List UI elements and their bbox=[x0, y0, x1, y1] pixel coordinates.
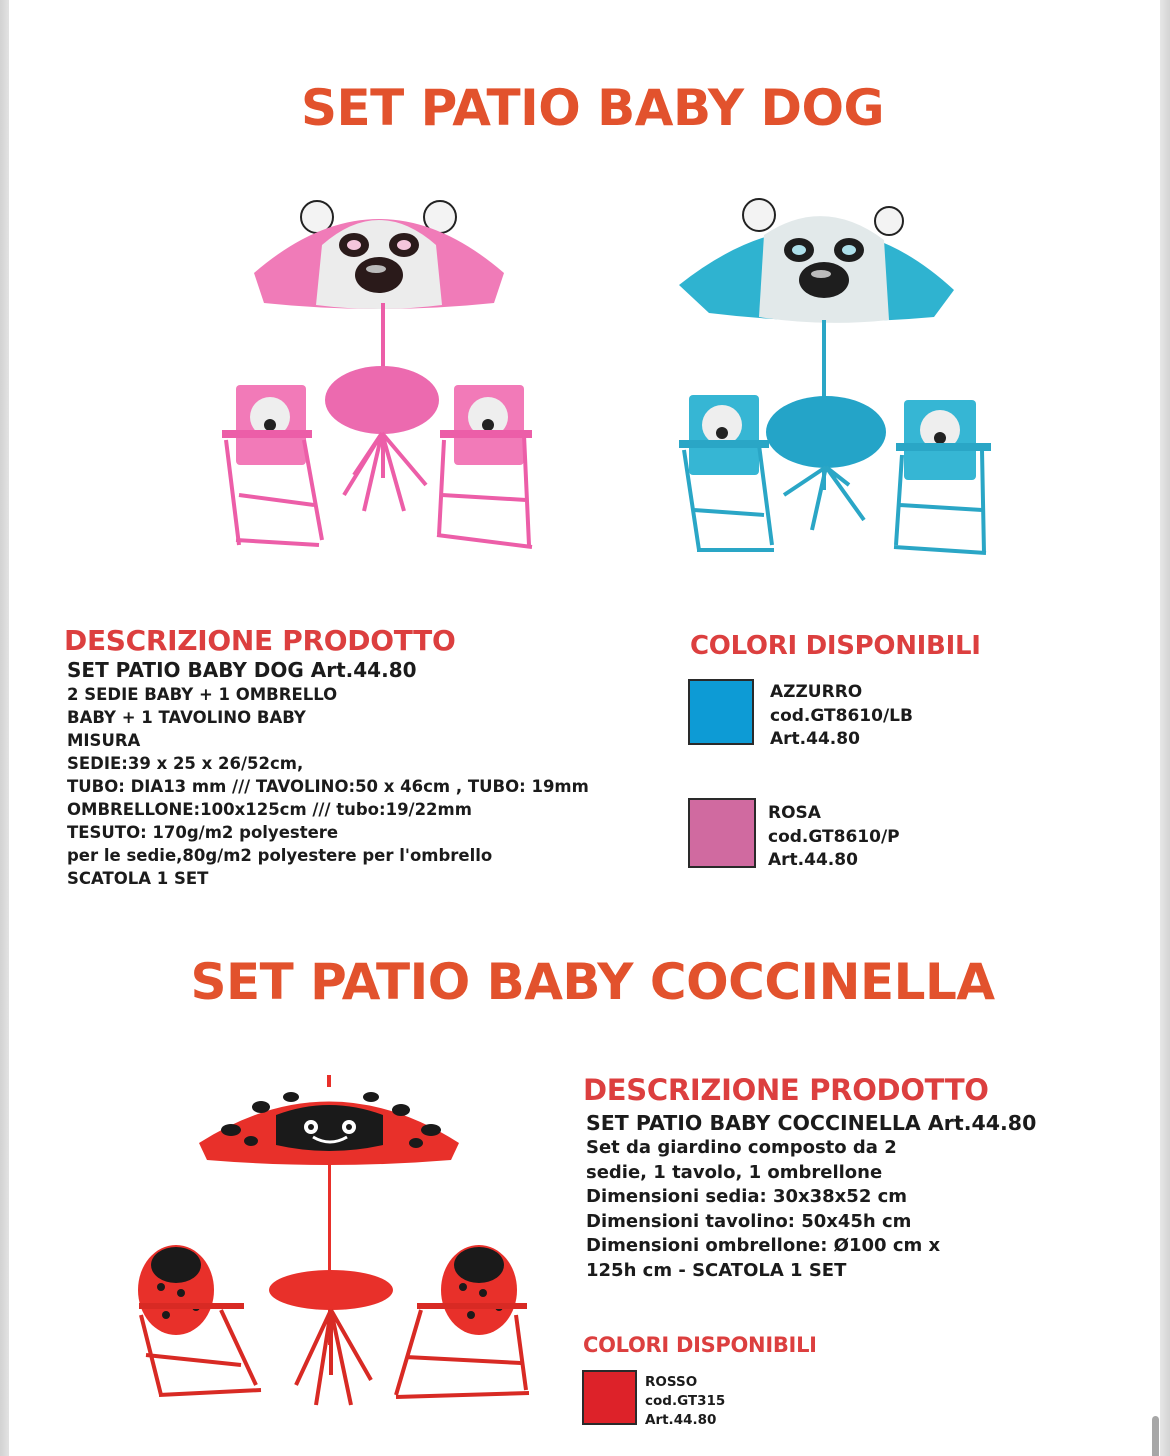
description-line: OMBRELLONE:100x125cm /// tubo:19/22mm bbox=[67, 800, 472, 819]
color-code: cod.GT8610/LB bbox=[770, 705, 913, 726]
product-line: SET PATIO BABY DOG Art.44.80 bbox=[67, 658, 417, 682]
table bbox=[269, 1270, 393, 1405]
color-option-rosso bbox=[645, 1373, 725, 1430]
description-line: TESUTO: 170g/m2 polyestere bbox=[67, 823, 339, 842]
chair-right bbox=[437, 385, 532, 547]
chair-left bbox=[679, 395, 774, 550]
section-title-baby-dog: SET PATIO BABY DOG bbox=[300, 79, 885, 137]
left-gutter bbox=[0, 0, 9, 1456]
description-line: Dimensioni ombrellone: Ø100 cm x bbox=[586, 1235, 941, 1256]
color-code: cod.GT315 bbox=[645, 1393, 726, 1409]
chair-left bbox=[138, 1245, 261, 1395]
table bbox=[325, 366, 439, 511]
color-option-azzurro bbox=[770, 681, 913, 752]
color-name: ROSSO bbox=[645, 1374, 698, 1390]
color-swatch-azzurro bbox=[688, 679, 754, 745]
description-line: 2 SEDIE BABY + 1 OMBRELLO bbox=[67, 685, 338, 704]
product-line: SET PATIO BABY COCCINELLA Art.44.80 bbox=[586, 1111, 1037, 1135]
color-name: AZZURRO bbox=[770, 682, 863, 702]
colors-heading: COLORI DISPONIBILI bbox=[690, 631, 981, 661]
product-image-ladybug bbox=[121, 1075, 551, 1425]
chair-right bbox=[396, 1245, 529, 1397]
color-art: Art.44.80 bbox=[645, 1412, 717, 1428]
description-line: Set da giardino composto da 2 bbox=[586, 1137, 897, 1158]
color-art: Art.44.80 bbox=[770, 729, 860, 749]
product-image-pink bbox=[204, 195, 544, 555]
description-line: BABY + 1 TAVOLINO BABY bbox=[67, 708, 306, 727]
table bbox=[766, 396, 886, 530]
color-art: Art.44.80 bbox=[768, 850, 858, 870]
color-swatch-rosso bbox=[582, 1370, 637, 1425]
description-heading: DESCRIZIONE PRODOTTO bbox=[583, 1073, 989, 1107]
right-gutter bbox=[1160, 0, 1170, 1456]
chair-right bbox=[894, 400, 991, 553]
color-code: cod.GT8610/P bbox=[768, 826, 900, 847]
description-heading: DESCRIZIONE PRODOTTO bbox=[64, 624, 456, 657]
product-image-blue bbox=[664, 195, 1004, 555]
description-line: Dimensioni tavolino: 50x45h cm bbox=[586, 1210, 912, 1232]
catalog-page bbox=[9, 0, 1160, 1456]
description-line: 125h cm - SCATOLA 1 SET bbox=[586, 1259, 847, 1281]
color-option-rosa bbox=[768, 802, 900, 873]
chair-left bbox=[222, 385, 322, 545]
description-line: MISURA bbox=[67, 731, 141, 750]
description-body bbox=[67, 683, 589, 890]
description-line: TUBO: DIA13 mm /// TAVOLINO:50 x 46cm , TUBO: 19mm bbox=[67, 777, 589, 796]
description-line: SEDIE:39 x 25 x 26/52cm, bbox=[67, 754, 304, 773]
description-line: Dimensioni sedia: 30x38x52 cm bbox=[586, 1186, 908, 1207]
scrollbar-thumb[interactable] bbox=[1152, 1416, 1159, 1456]
color-swatch-rosa bbox=[688, 798, 756, 868]
color-name: ROSA bbox=[768, 803, 821, 823]
description-body bbox=[586, 1136, 940, 1283]
description-line: per le sedie,80g/m2 polyestere per l'ombrello bbox=[67, 846, 493, 865]
colors-heading: COLORI DISPONIBILI bbox=[583, 1333, 817, 1357]
description-line: sedie, 1 tavolo, 1 ombrellone bbox=[586, 1161, 883, 1183]
description-line: SCATOLA 1 SET bbox=[67, 869, 209, 888]
section-title-coccinella: SET PATIO BABY COCCINELLA bbox=[190, 953, 995, 1011]
